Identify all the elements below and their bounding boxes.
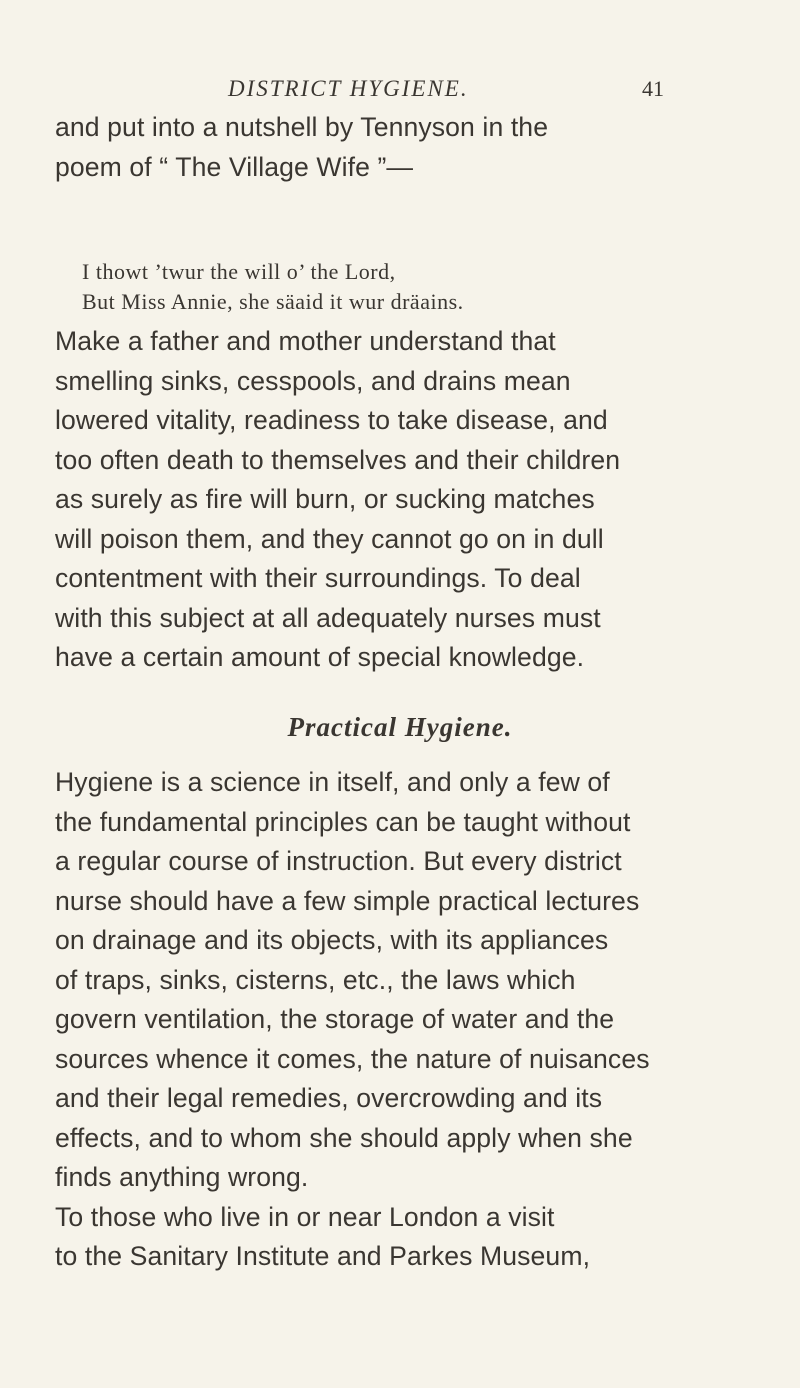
paragraph-hygiene: Hygiene is a science in itself, and only a few of the fundamental principles can be taught without a regular course of instruction. But every district nurse should have a few simple practical lectures on drainage and its objects, with its appliances of traps, sinks, cisterns, etc., the laws which govern ventilation, the storage of water and the sources whence it comes, the nature of nuisances and their legal remedies, overcrowding and its effects, and to whom she should apply when she finds anything wrong. To those who live in or near London a visit to the Sanitary Institute and Parkes Museum, [55,767,650,1271]
section-heading: Practical Hygiene. [287,712,513,742]
page-number: 41 [642,76,664,101]
paragraph-intro: and put into a nutshell by Tennyson in the poem of “ The Village Wife ”— [55,112,549,182]
paragraph-sanitation: Make a father and mother understand that smelling sinks, cesspools, and drains mean lowered vitality, readiness to take disease, and too often death to themselves and their children as surely as fire will burn, or sucking matches will poison them, and they cannot go on in dull contentment with their surroundings. To deal with this subject at all adequately nurses must have a certain amount of special knowledge. [55,326,621,672]
verse-quote: I thowt ’twur the will o’ the Lord, But Miss Annie, she säaid it wur dräains. [82,259,464,314]
running-head: DISTRICT HYGIENE. [228,76,469,101]
page-header [55,76,664,110]
